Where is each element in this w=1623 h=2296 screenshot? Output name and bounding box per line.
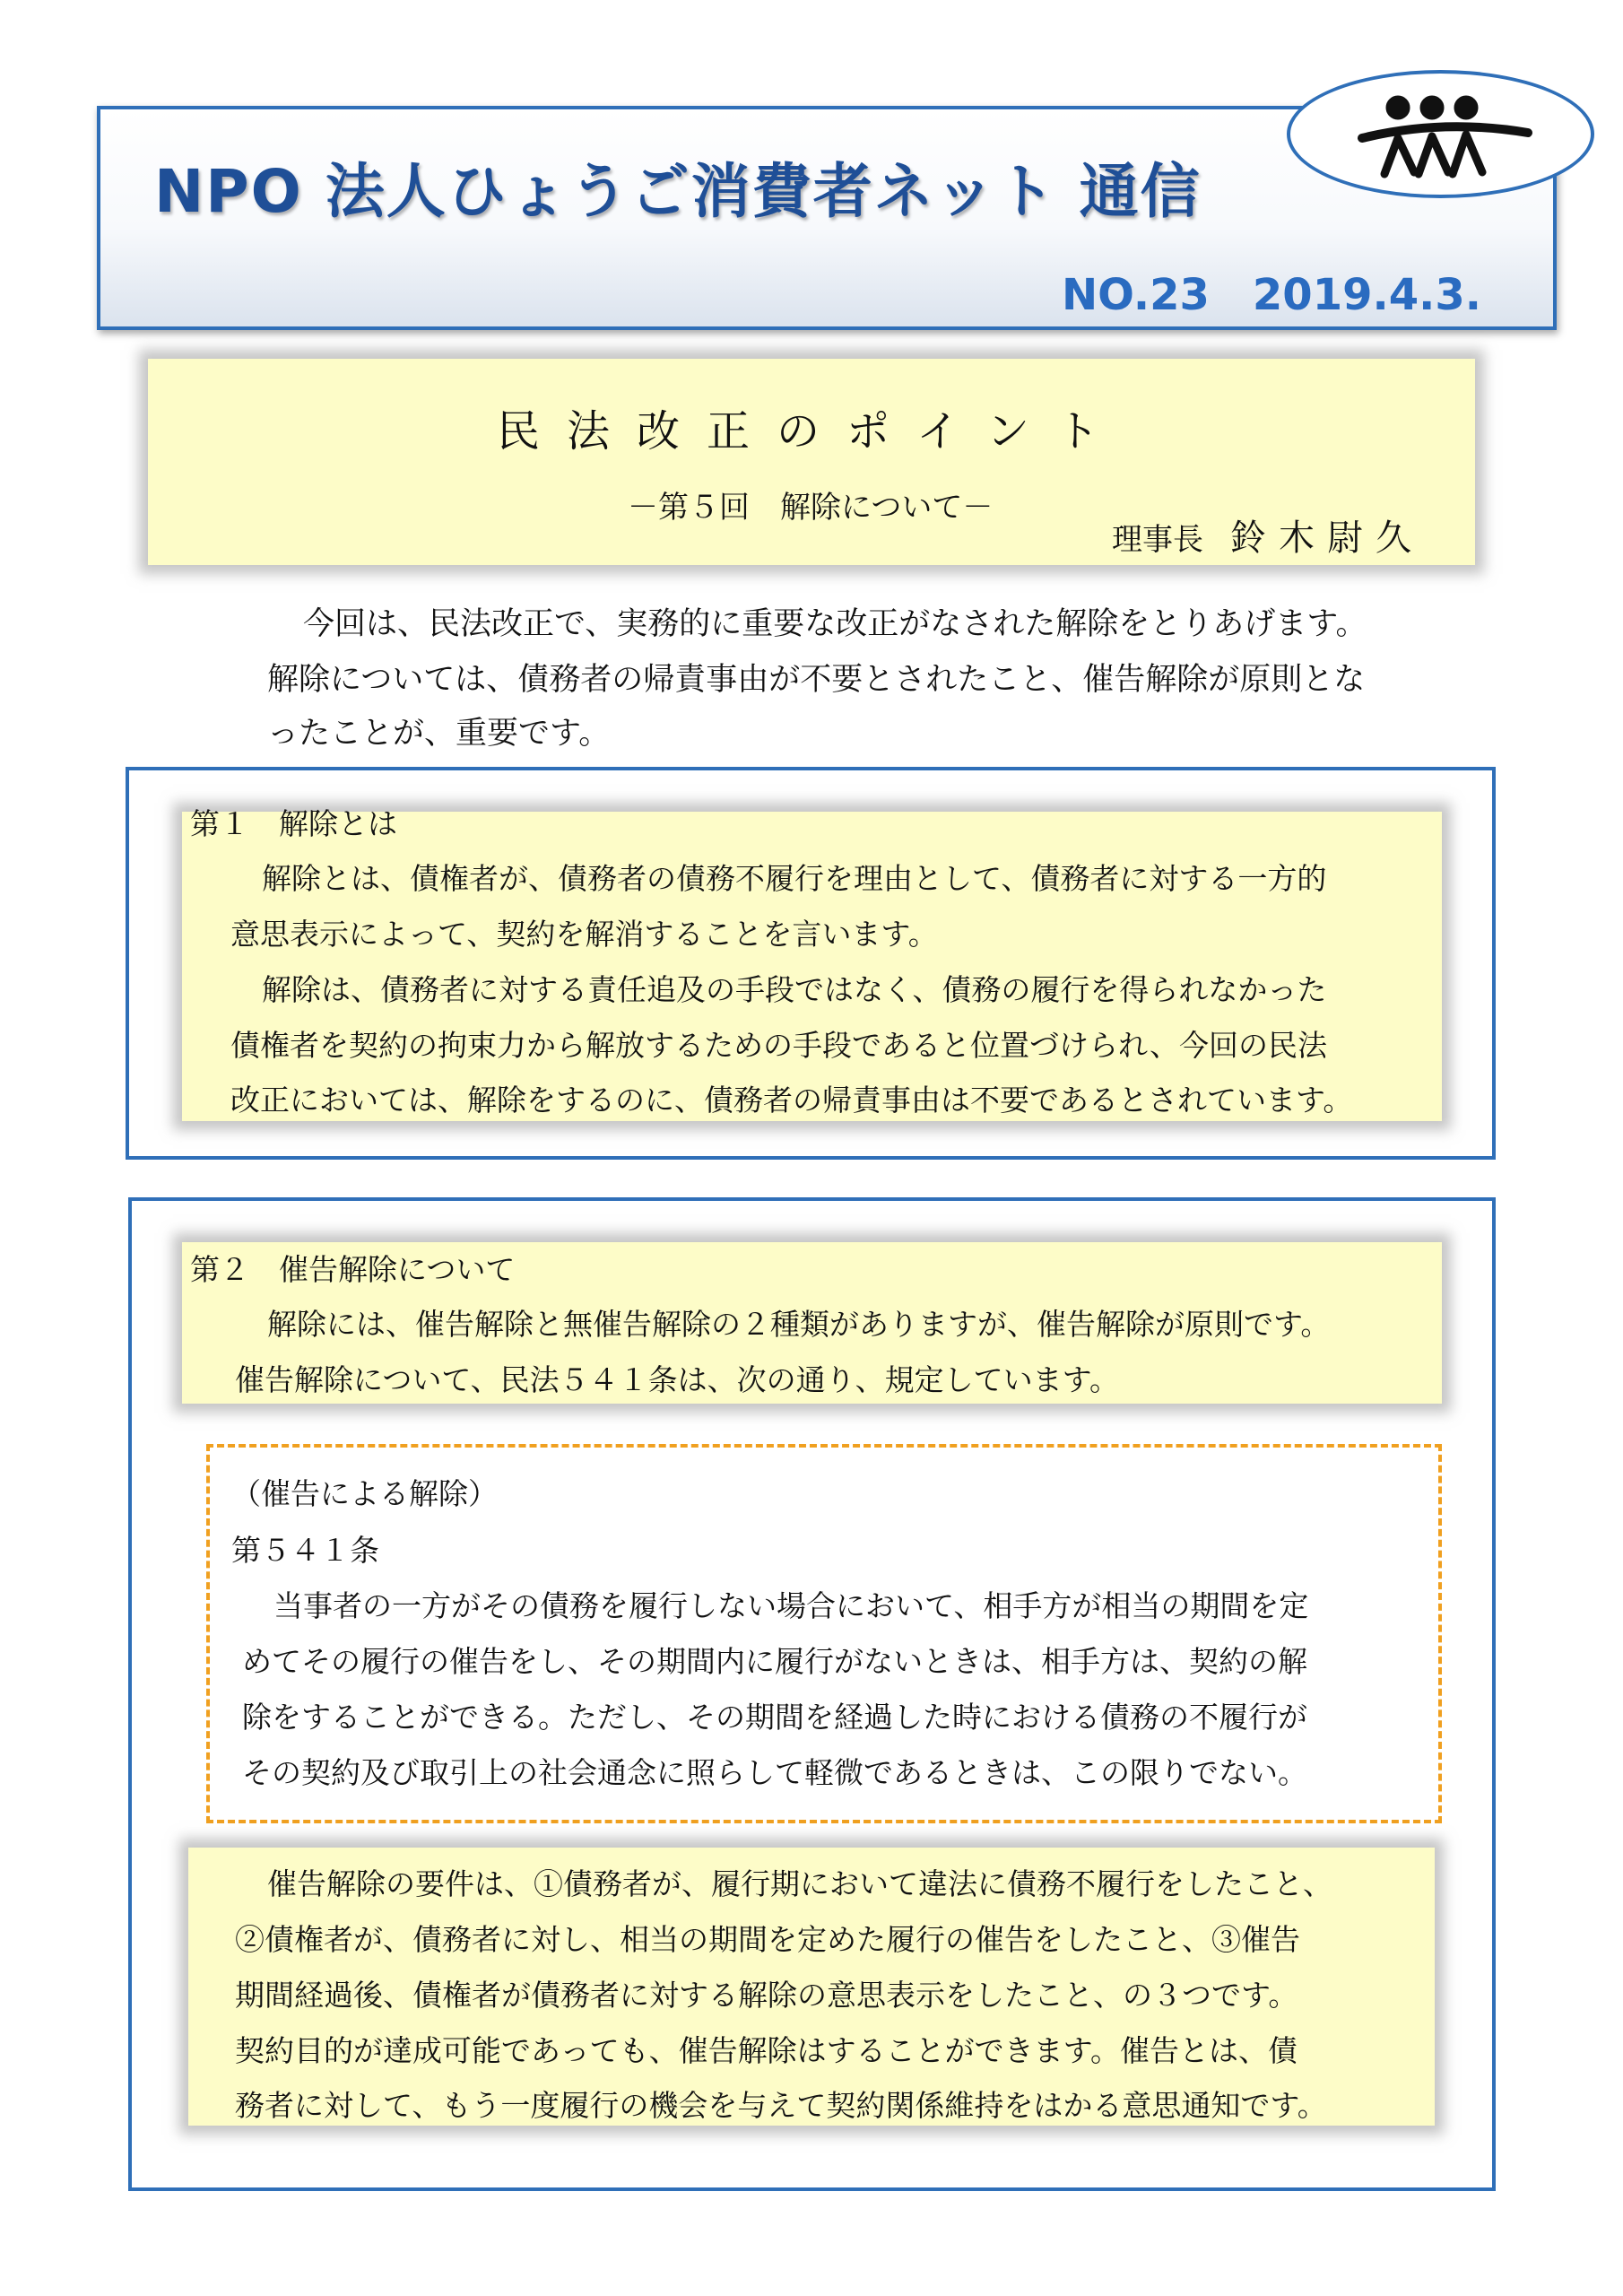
requirements-line: 契約目的が達成可能であっても、催告解除はすることができます。催告とは、債: [235, 2033, 1298, 2068]
section1-line: 解除とは、債権者が、債務者の債務不履行を理由として、債務者に対する一方的: [262, 861, 1327, 896]
requirements-line: 務者に対して、もう一度履行の機会を与えて契約関係維持をはかる意思通知です。: [235, 2088, 1327, 2123]
article-subtitle: －第５回 解除について－: [628, 490, 994, 526]
requirements-line: ②債権者が、債務者に対し、相当の期間を定めた履行の催告をしたこと、③催告: [235, 1922, 1300, 1957]
intro-line: 今回は、民法改正で、実務的に重要な改正がなされた解除をとりあげます。: [303, 606, 1367, 642]
requirements-line: 期間経過後、債権者が債務者に対する解除の意思表示をしたこと、の３つです。: [235, 1978, 1298, 2013]
issue-number-date: NO.23 2019.4.3.: [1061, 270, 1481, 320]
article-caption: （催告による解除）: [231, 1476, 498, 1511]
three-people-logo-icon: [1287, 70, 1594, 198]
requirements-line: 催告解除の要件は、①債務者が、履行期において違法に債務不履行をしたこと、: [267, 1866, 1332, 1901]
section2-heading: 第２ 催告解除について: [190, 1252, 516, 1287]
article-number: 第５４１条: [231, 1533, 379, 1568]
section2-line: 催告解除について、民法５４１条は、次の通り、規定しています。: [235, 1362, 1120, 1397]
author-role: 理事長: [1112, 522, 1203, 558]
title-block: [148, 359, 1475, 565]
author-line: [1112, 509, 1424, 561]
article-line: その契約及び取引上の社会通念に照らして軽微であるときは、この限りでない。: [242, 1755, 1307, 1790]
author-name: 鈴木尉久: [1230, 517, 1424, 559]
masthead-title: NPO 法人ひょうご消費者ネット 通信: [154, 157, 1202, 226]
intro-line: ったことが、重要です。: [267, 716, 611, 752]
article-line: 除をすることができる。ただし、その期間を経過した時における債務の不履行が: [242, 1700, 1307, 1735]
section1-line: 意思表示によって、契約を解消することを言います。: [230, 917, 938, 952]
section2-line: 解除には、催告解除と無催告解除の２種類がありますが、催告解除が原則です。: [267, 1307, 1331, 1342]
section1-heading: 第１ 解除とは: [190, 806, 397, 841]
intro-line: 解除については、債務者の帰責事由が不要とされたこと、催告解除が原則とな: [267, 662, 1366, 698]
article-line: 当事者の一方がその債務を履行しない場合において、相手方が相当の期間を定: [273, 1588, 1309, 1623]
article-title: 民法改正のポイント: [496, 406, 1126, 457]
section1-line: 債権者を契約の拘束力から解放するための手段であると位置づけられ、今回の民法: [230, 1028, 1327, 1063]
article-line: めてその履行の催告をし、その期間内に履行がないときは、相手方は、契約の解: [242, 1644, 1307, 1679]
section1-line: 改正においては、解除をするのに、債務者の帰責事由は不要であるとされています。: [230, 1083, 1353, 1118]
section1-line: 解除は、債務者に対する責任追及の手段ではなく、債務の履行を得られなかった: [262, 972, 1327, 1007]
